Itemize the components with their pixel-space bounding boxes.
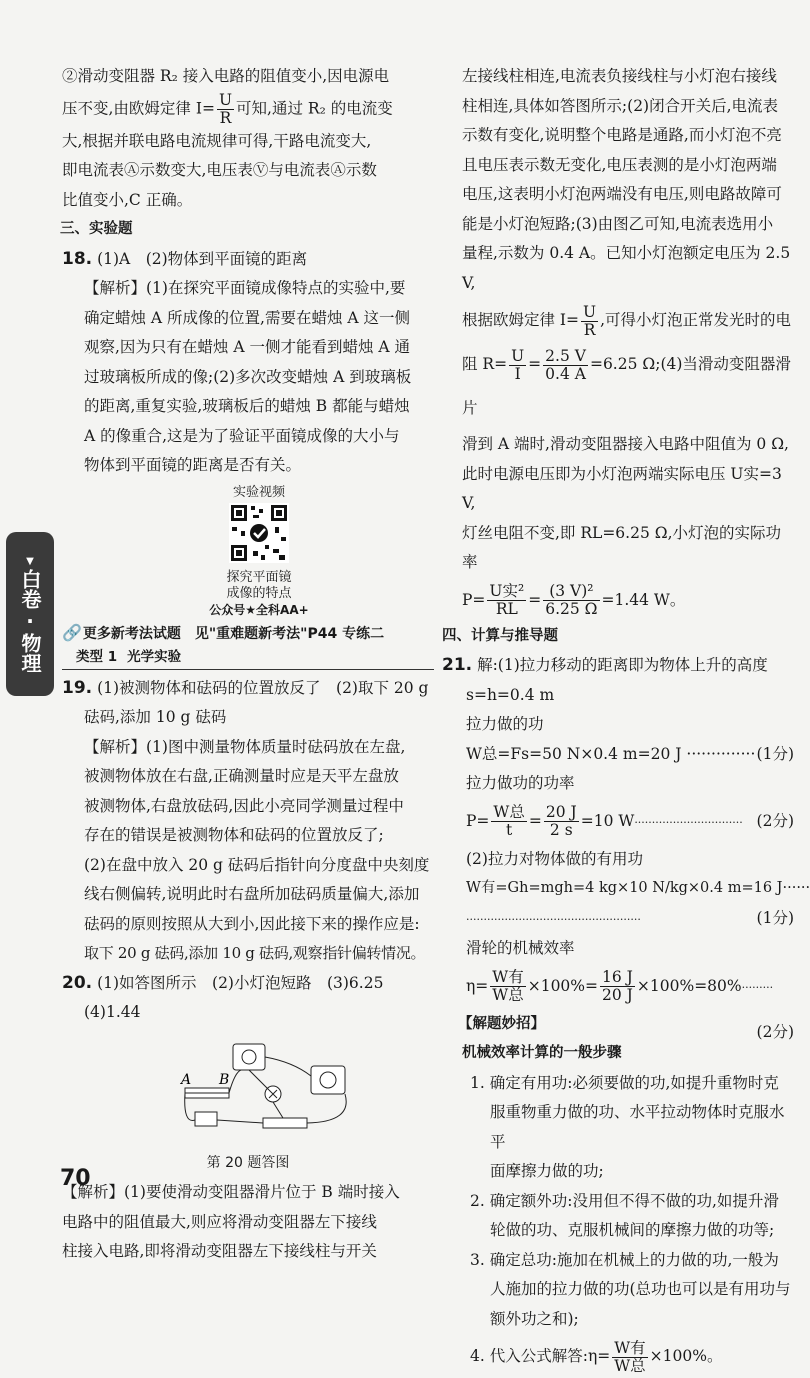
fraction: $\frac{U}{R}$	[217, 92, 234, 127]
fraction: $\frac{\text{(3 V)²}}{6.25 \Omega}$	[543, 583, 599, 618]
fraction: $\frac{20 J}{2 s}$	[544, 804, 579, 839]
qr-caption: 公众号★全科AA+	[84, 602, 434, 618]
score-mark: (2分)	[757, 799, 794, 843]
fraction: $\frac{\text{U实²}}{RL}$	[487, 583, 526, 618]
qr-code-icon[interactable]	[229, 503, 289, 563]
question-18-analysis: 【解析】(1)在探究平面镜成像特点的实验中,要 确定蜡烛 A 所成像的位置,需要在蜡烛 A 这一侧 观察,因为只有在蜡烛 A 一侧才能看到蜡烛 A 通 过玻璃板所成的像;(2)多次改变蜡烛 A 到玻璃板 的距离,重复实验,玻璃板后的蜡烛 B 都能与蜡烛 A 的像重合,这是为了验证平面镜成像的大小与 物体到平面镜的距离是否有关。	[62, 274, 434, 481]
formula-line: P= $\frac{\text{W总}}{t}$ = $\frac{20 J}{2 s}$ =10 W······························· (2分)	[466, 799, 794, 845]
score-mark: (1分)	[757, 740, 794, 770]
fraction: $\frac{U}{R}$	[581, 304, 598, 339]
label-a: A	[179, 1072, 191, 1088]
circuit-figure	[62, 1032, 434, 1175]
text-line: 此时电源电压即为小灯泡两端实际电压 U实=3 V,	[462, 460, 794, 519]
formula-line: 阻 R= $\frac{U}{I}$ = $\frac{2.5 V}{0.4 A}$ =6.25 Ω;(4)当滑动变阻器滑片	[462, 342, 794, 430]
tip-subtitle: 机械效率计算的一般步骤	[462, 1039, 794, 1069]
text-line: ②滑动变阻器 R₂ 接入电路的阻值变小,因电源电	[62, 62, 434, 92]
fraction: $\frac{\text{W总}}{t}$	[491, 804, 526, 839]
question-21-solution: s=h=0.4 m 拉力做的功 W总=Fs=50 N×0.4 m=20 J ·············· (1分) 拉力做功的功率 P= $\frac{\text{W总}}{t}$ = $\frac{20 J}{2 s}$ =10 W······························· (2分) (2)拉力对物体做的有用功 W有=Gh=mgh=4 kg×10 N/kg×0.4 m=16 J······ ·················································· (1分) 滑轮的机械效率 η= $\frac{\text{W有}}{\text{W总}}$ ×100%= $\frac{16 J}{20 J}$ ×100%=80%········· (2分)	[462, 681, 794, 1010]
formula-line: 4. 代入公式解答:η= $\frac{\text{W有}}{\text{W总}}$ ×100%。	[462, 1334, 794, 1378]
figure-caption: 第 20 题答图	[62, 1152, 434, 1174]
text-line: 比值变小,C 正确。	[62, 186, 434, 216]
text-line: 灯丝电阻不变,即 RL=6.25 Ω,小灯泡的实际功率	[462, 519, 794, 578]
text-line: 滑到 A 端时,滑动变阻器接入电路中阻值为 0 Ω,	[462, 430, 794, 460]
score-mark: (1分)	[757, 904, 794, 934]
formula-line: 根据欧姆定律 I= $\frac{U}{R}$ ,可得小灯泡正常发光时的电	[462, 298, 794, 342]
formula-line: ·················································· (1分)	[466, 904, 794, 935]
formula-line: P= $\frac{\text{U实²}}{RL}$ = $\frac{\text{(3 V)²}}{6.25 \Omega}$ =1.44 W。	[462, 578, 794, 622]
text-line: 且电压表示数无变化,电压表测的是小灯泡两端	[462, 151, 794, 181]
section-heading: 三、实验题	[60, 215, 434, 245]
text-line: 柱相连,具体如答图所示;(2)闭合开关后,电流表	[462, 92, 794, 122]
fraction: $\frac{\text{W有}}{\text{W总}}$	[490, 969, 525, 1004]
question-20-analysis: 【解析】(1)要使滑动变阻器滑片位于 B 端时接入 电路中的阻值最大,则应将滑动变阻器左下接线 柱接入电路,即将滑动变阻器左下接线柱与开关	[62, 1178, 434, 1267]
label-b: B	[218, 1072, 229, 1088]
text-line: 电压,这表明小灯泡两端没有电压,则电路故障可	[462, 180, 794, 210]
formula-line: η= $\frac{\text{W有}}{\text{W总}}$ ×100%= $\frac{16 J}{20 J}$ ×100%=80%········· (2分)	[466, 964, 794, 1010]
text-line: 砝码,添加 10 g 砝码	[62, 703, 434, 733]
question-20-answer: 20. (1)如答图所示 (2)小灯泡短路 (3)6.25	[62, 969, 434, 999]
link-icon: 🔗	[62, 622, 78, 644]
text-line: 能是小灯泡短路;(3)由图乙可知,电流表选用小	[462, 210, 794, 240]
subject-side-tab: ▼ 白卷 · 物理	[6, 532, 54, 696]
page-number: 70	[60, 1166, 91, 1191]
formula-line: W总=Fs=50 N×0.4 m=20 J ·············· (1分)	[466, 740, 794, 770]
text-line: 量程,示数为 0.4 A。已知小灯泡额定电压为 2.5 V,	[462, 239, 794, 298]
more-questions-banner: 🔗 更多新考法试题 见"重难题新考法"P44 专练二	[62, 622, 434, 645]
qr-caption: 探究平面镜	[84, 570, 434, 586]
formula-line: W有=Gh=mgh=4 kg×10 N/kg×0.4 m=16 J······	[466, 874, 794, 904]
tip-title: 【解题妙招】	[458, 1010, 794, 1040]
fraction: $\frac{2.5 V}{0.4 A}$	[543, 348, 588, 383]
right-column	[462, 62, 794, 1378]
type-heading: 类型 1 光学实验	[62, 645, 434, 670]
section-heading: 四、计算与推导题	[442, 622, 794, 652]
text-line: 大,根据并联电路电流规律可得,干路电流变大,	[62, 127, 434, 157]
circuit-diagram	[123, 1032, 373, 1142]
qr-code-block	[62, 485, 434, 618]
text-line: 示数有变化,说明整个电路是通路,而小灯泡不亮	[462, 121, 794, 151]
fraction: $\frac{16 J}{20 J}$	[600, 969, 635, 1004]
qr-caption: 成像的特点	[84, 586, 434, 602]
score-mark: (2分)	[757, 1010, 794, 1054]
qr-title: 实验视频	[84, 485, 434, 501]
text-line: 左接线柱相连,电流表负接线柱与小灯泡右接线	[462, 62, 794, 92]
question-19-analysis: 【解析】(1)图中测量物体质量时砝码放在左盘, 被测物体放在右盘,正确测量时应是天平左盘放 被测物体,右盘放砝码,因此小亮同学测量过程中 存在的错误是被测物体和砝码的位置放反了; (2)在盘中放入 20 g 砝码后指针向分度盘中央刻度 线右侧偏转,说明此时右盘所加砝码质量偏大,添加 砝码的原则按照从大到小,因此接下来的操作应是: 取下 20 g 砝码,添加 10 g 砝码,观察指针偏转情况。	[62, 733, 434, 969]
chevron-down-icon: ▼	[26, 555, 34, 569]
question-21-line: 21. 解:(1)拉力移动的距离即为物体上升的高度	[442, 651, 794, 681]
left-column	[62, 62, 434, 1267]
question-18-answer: 18. (1)A (2)物体到平面镜的距离	[62, 245, 434, 275]
fraction: $\frac{\text{W有}}{\text{W总}}$	[612, 1340, 647, 1375]
text-line: 即电流表Ⓐ示数变大,电压表Ⓥ与电流表Ⓐ示数	[62, 156, 434, 186]
text-line: 压不变,由欧姆定律 I= $\frac{U}{R}$ 可知,通过 R₂ 的电流变	[62, 92, 434, 127]
tip-list: 1. 确定有用功:必须要做的功,如提升重物时克 服重物重力做的功、水平拉动物体时克服水平 面摩擦力做的功; 2. 确定额外功:没用但不得不做的功,如提升滑 轮做的功、克服机械间的摩擦力做的功等; 3. 确定总功:施加在机械上的力做的功,一般为 人施加的拉力做的功(总功也可以是有用功与 额外功之和); 4. 代入公式解答:η= $\frac{\text{W有}}{\text{W总}}$ ×100%。	[462, 1069, 794, 1378]
text-line: (4)1.44	[62, 998, 434, 1028]
question-19-answer: 19. (1)被测物体和砝码的位置放反了 (2)取下 20 g	[62, 674, 434, 704]
fraction: $\frac{U}{I}$	[509, 348, 526, 383]
